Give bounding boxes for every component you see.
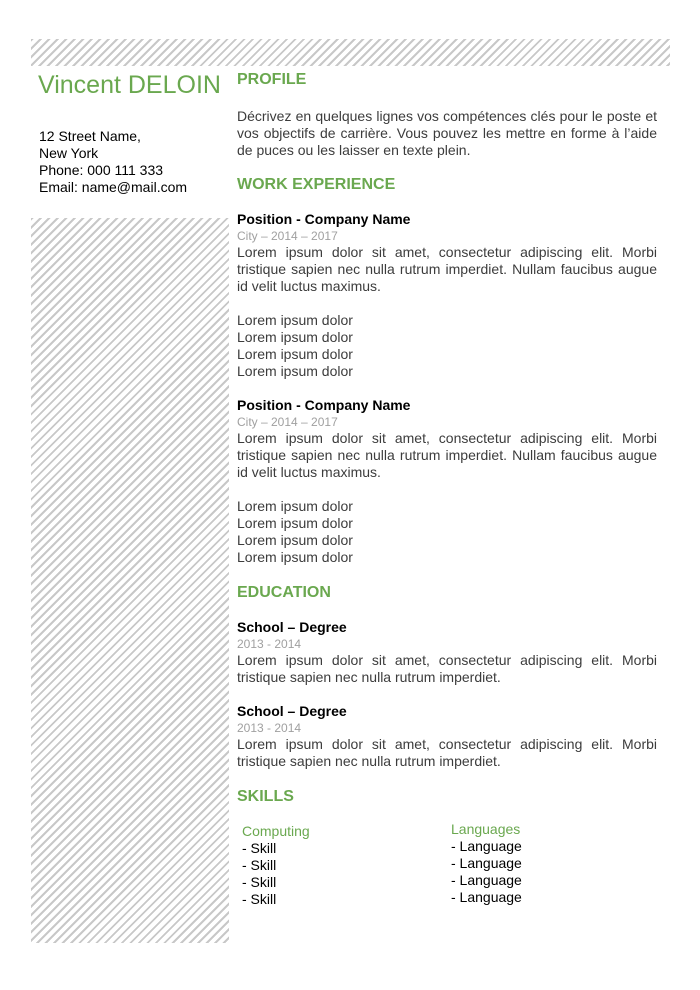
contact-email: Email: name@mail.com [39,179,188,195]
list-item: Lorem ipsum dolor [237,498,353,514]
contact-city: New York [39,145,99,161]
section-title-work-experience: WORK EXPERIENCE [237,176,396,193]
contact-phone: Phone: 000 111 333 [39,162,164,178]
language-item: - Language [451,855,522,871]
contact-street: 12 Street Name, [39,128,141,144]
skills-computing-column [242,823,310,908]
candidate-name: Vincent DELOIN [38,71,221,99]
work-entry-meta: City – 2014 – 2017 [237,415,338,429]
skills-computing-heading: Computing [242,823,310,839]
skill-item: - Skill [242,874,277,890]
decorative-side-stripe-band [31,218,229,943]
skills-languages-heading: Languages [451,821,521,837]
work-entry [237,211,657,380]
education-entry [237,703,657,770]
list-item: Lorem ipsum dolor [237,532,353,548]
work-entry-description: Lorem ipsum dolor sit amet, consectetur adipiscing elit. Morbi tristique sapien nec nulla rutrum imperdiet. Nullam faucibus augue id velit luctus maximus. [237,244,657,294]
skills-languages-column [451,821,522,906]
profile-text: Décrivez en quelques lignes vos compétences clés pour le poste et vos objectifs de carrière. Vous pouvez les mettre en forme à l’aide de puces ou les laisser en texte plein. [237,108,657,158]
decorative-top-stripe-band [31,39,670,66]
section-title-profile: PROFILE [237,71,307,88]
work-entry-meta: City – 2014 – 2017 [237,229,338,243]
education-description: Lorem ipsum dolor sit amet, consectetur adipiscing elit. Morbi tristique sapien nec nulla rutrum imperdiet. [237,652,657,685]
education-description: Lorem ipsum dolor sit amet, consectetur adipiscing elit. Morbi tristique sapien nec nulla rutrum imperdiet. [237,736,657,769]
language-item: - Language [451,889,522,905]
section-title-skills: SKILLS [237,788,294,805]
list-item: Lorem ipsum dolor [237,346,353,362]
education-degree: School – Degree [237,619,347,635]
skill-item: - Skill [242,891,277,907]
work-entry-bullets [237,312,657,380]
skill-item: - Skill [242,857,277,873]
language-item: - Language [451,838,522,854]
list-item: Lorem ipsum dolor [237,329,353,345]
list-item: Lorem ipsum dolor [237,363,353,379]
language-item: - Language [451,872,522,888]
skills-block [237,821,657,921]
work-entry-description: Lorem ipsum dolor sit amet, consectetur adipiscing elit. Morbi tristique sapien nec nulla rutrum imperdiet. Nullam faucibus augue id velit luctus maximus. [237,430,657,480]
work-entry-position: Position - Company Name [237,397,411,413]
contact-block [39,128,187,196]
section-title-education: EDUCATION [237,584,331,601]
education-entry [237,619,657,686]
list-item: Lorem ipsum dolor [237,312,353,328]
work-entry [237,397,657,566]
list-item: Lorem ipsum dolor [237,515,353,531]
skill-item: - Skill [242,840,277,856]
education-years: 2013 - 2014 [237,721,302,735]
education-years: 2013 - 2014 [237,637,302,651]
education-degree: School – Degree [237,703,347,719]
main-content [237,70,657,921]
list-item: Lorem ipsum dolor [237,549,353,565]
work-entry-position: Position - Company Name [237,211,411,227]
work-entry-bullets [237,498,657,566]
